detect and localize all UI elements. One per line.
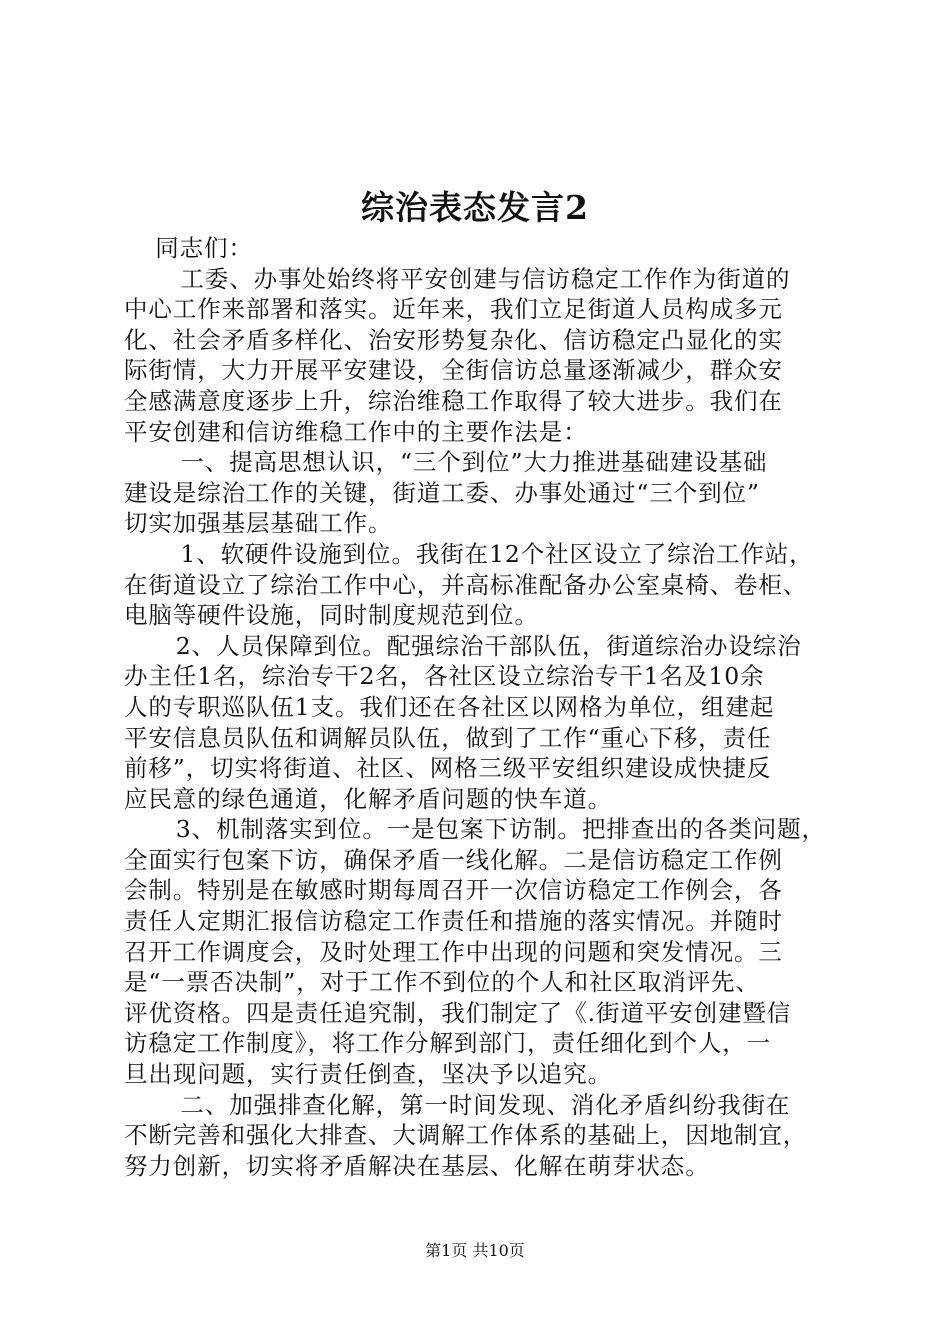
paragraph-line: 全感满意度逐步上升，综治维稳工作取得了较大进步。我们在 bbox=[124, 386, 783, 415]
paragraph-line: 1、软硬件设施到位。我街在12个社区设立了综治工作站， bbox=[180, 539, 814, 568]
paragraph-line: 全面实行包案下访，确保矛盾一线化解。二是信访稳定工作例 bbox=[124, 845, 783, 874]
paragraph-line: 平安信息员队伍和调解员队伍，做到了工作“重心下移，责任 bbox=[124, 723, 772, 752]
page-footer: 第1页 共10页 bbox=[425, 1241, 525, 1260]
paragraph-line: 二、加强排查化解，第一时间发现、消化矛盾纠纷我街在 bbox=[180, 1090, 791, 1119]
paragraph-line: 旦出现问题，实行责任倒查，坚决予以追究。 bbox=[124, 1060, 612, 1089]
document-body bbox=[124, 233, 834, 1181]
paragraph-line: 是“一票否决制”，对于工作不到位的个人和社区取消评先、 bbox=[124, 968, 760, 997]
paragraph-line: 在街道设立了综治工作中心，并高标准配备办公室桌椅、卷柜、 bbox=[124, 570, 808, 599]
paragraph-line: 办主任1名，综治专干2名，各社区设立综治专干1名及10余 bbox=[124, 662, 765, 691]
paragraph-line: 建设是综治工作的关键，街道工委、办事处通过“三个到位” bbox=[124, 478, 760, 507]
paragraph-line: 努力创新，切实将矛盾解决在基层、化解在萌芽状态。 bbox=[124, 1151, 710, 1180]
paragraph-line: 中心工作来部署和落实。近年来，我们立足街道人员构成多元 bbox=[124, 295, 783, 324]
paragraph-line: 同志们： bbox=[155, 234, 253, 262]
paragraph-line: 一、提高思想认识，“三个到位”大力推进基础建设基础 bbox=[180, 448, 768, 477]
paragraph-line: 会制。特别是在敏感时期每周召开一次信访稳定工作例会，各 bbox=[124, 876, 783, 905]
paragraph-line: 电脑等硬件设施，同时制度规范到位。 bbox=[124, 601, 539, 630]
paragraph-line: 评优资格。四是责任追究制，我们制定了《.街道平安创建暨信 bbox=[124, 998, 792, 1027]
paragraph-line: 不断完善和强化大排查、大调解工作体系的基础上，因地制宜， bbox=[124, 1121, 808, 1150]
paragraph-line: 应民意的绿色通道，化解矛盾问题的快车道。 bbox=[124, 784, 612, 813]
paragraph-line: 2、人员保障到位。配强综治干部队伍，街道综治办设综治 bbox=[175, 631, 802, 660]
paragraph-line: 访稳定工作制度》，将工作分解到部门，责任细化到个人，一 bbox=[124, 1029, 772, 1058]
paragraph-line: 化、社会矛盾多样化、治安形势复杂化、信访稳定凸显化的实 bbox=[124, 325, 783, 354]
document-title: 综治表态发言2 bbox=[361, 188, 589, 227]
paragraph-line: 际街情，大力开展平安建设，全街信访总量逐渐减少，群众安 bbox=[124, 356, 783, 385]
paragraph-line: 前移”，切实将街道、社区、网格三级平安组织建设成快捷反 bbox=[124, 754, 772, 783]
paragraph-line: 切实加强基层基础工作。 bbox=[124, 509, 393, 538]
paragraph-line: 召开工作调度会，及时处理工作中出现的问题和突发情况。三 bbox=[124, 937, 783, 966]
paragraph-line: 工委、办事处始终将平安创建与信访稳定工作作为街道的 bbox=[180, 264, 791, 293]
paragraph-line: 3、机制落实到位。一是包案下访制。把排查出的各类问题， bbox=[175, 815, 826, 844]
paragraph-line: 人的专职巡队伍1支。我们还在各社区以网格为单位，组建起 bbox=[124, 692, 775, 721]
paragraph-line: 平安创建和信访维稳工作中的主要作法是： bbox=[124, 417, 588, 446]
paragraph-line: 责任人定期汇报信访稳定工作责任和措施的落实情况。并随时 bbox=[124, 907, 783, 936]
